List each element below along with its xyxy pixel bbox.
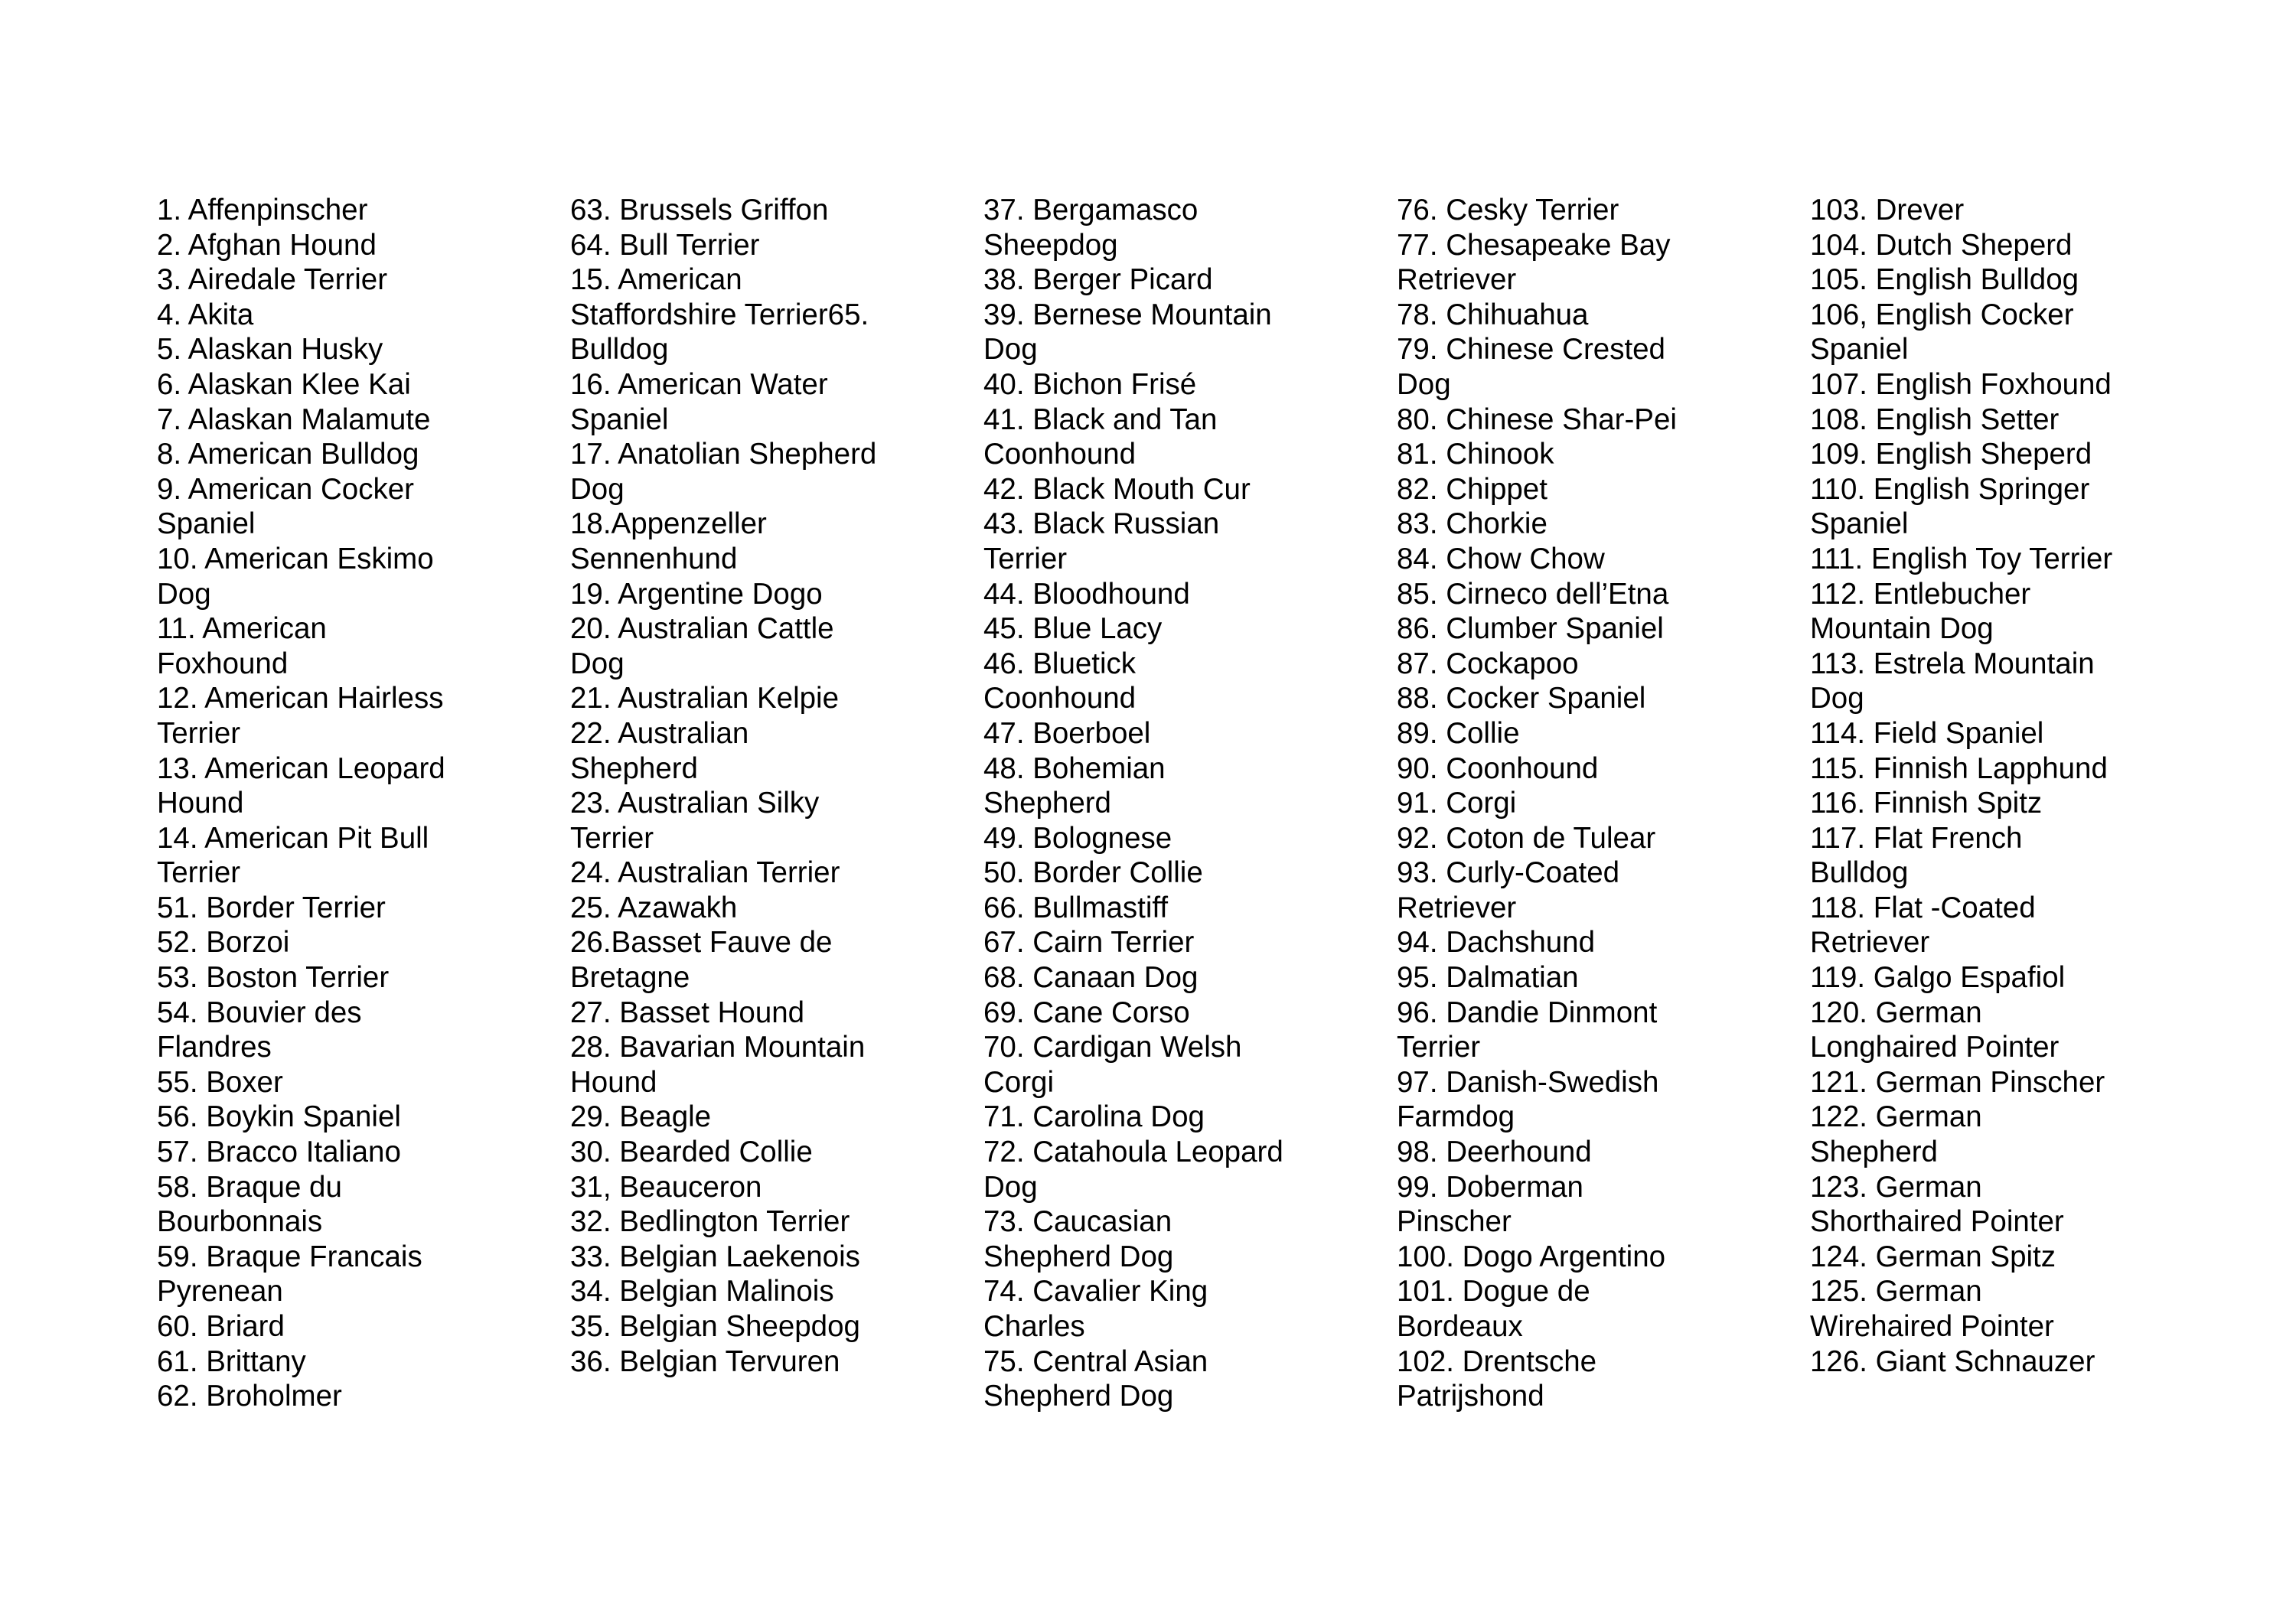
breed-list-item: 68. Canaan Dog [983,961,1199,995]
breed-list-item: 2. Afghan Hound [157,228,377,262]
breed-list-item: Shepherd [1810,1136,1938,1169]
breed-list-item: 79. Chinese Crested [1397,333,1665,367]
breed-list-item: Spaniel [1810,507,1909,541]
breed-list-item: 1. Affenpinscher [157,194,368,227]
breed-list-item: Farmdog [1397,1100,1515,1134]
breed-list-item: 113. Estrela Mountain [1810,647,2095,680]
breed-list-item: 122. German [1810,1100,1982,1134]
breed-list-item: Dog [570,472,625,506]
breed-list-item: Dog [983,1170,1038,1204]
breed-list-item: 121. German Pinscher [1810,1065,2105,1099]
breed-list-item: 57. Bracco Italiano [157,1136,401,1169]
breed-list-item: 80. Chinese Shar-Pei [1397,402,1677,436]
breed-list-item: Staffordshire Terrier65. [570,298,869,331]
breed-list-item: 86. Clumber Spaniel [1397,612,1664,646]
breed-list-item: 12. American Hairless [157,682,444,715]
breed-list-item: 31, Beauceron [570,1170,762,1204]
breed-list-item: 118. Flat -Coated [1810,891,2036,924]
breed-list-item: Dog [157,577,211,611]
breed-list-item: 13. American Leopard [157,751,445,785]
breed-list-item: 20. Australian Cattle [570,612,834,646]
breed-list-item: Dog [1397,367,1451,401]
breed-list-item: 58. Braque du [157,1170,342,1204]
breed-list-item: 9. American Cocker [157,472,414,506]
breed-list-item: Coonhound [983,438,1137,471]
breed-list-item: 116. Finnish Spitz [1810,787,2043,820]
breed-list-item: Bordeaux [1397,1310,1523,1343]
breed-list-item: 61. Brittany [157,1344,306,1378]
breed-list-item: 89. Collie [1397,716,1520,750]
breed-list-item: Dog [570,647,625,680]
breed-list-item: 66. Bullmastiff [983,891,1169,924]
breed-list-item: Terrier [157,716,241,750]
breed-list-item: 42. Black Mouth Cur [983,472,1251,506]
breed-list-item: Patrijshond [1397,1380,1544,1413]
breed-list-item: Retriever [1810,926,1930,960]
breed-list-item: 27. Basset Hound [570,996,805,1029]
breed-list-item: Charles [983,1310,1085,1343]
breed-list-item: 83. Chorkie [1397,507,1548,541]
breed-column-2 [570,193,938,1379]
breed-list-item: 81. Chinook [1397,438,1554,471]
breed-list-item: 105. English Bulldog [1810,263,2079,297]
breed-list-item: 40. Bichon Frisé [983,367,1197,401]
breed-list-item: 18.Appenzeller [570,507,767,541]
breed-column-3 [983,193,1351,1414]
breed-list-item: 8. American Bulldog [157,438,419,471]
breed-list-item: 55. Boxer [157,1065,283,1099]
breed-list-item: 3. Airedale Terrier [157,263,388,297]
breed-list-item: Bulldog [570,333,669,367]
breed-list-item: 47. Boerboel [983,716,1151,750]
breed-list-item: 34. Belgian Malinois [570,1275,834,1309]
breed-list-item: 75. Central Asian [983,1344,1208,1378]
breed-list-item: 53. Boston Terrier [157,961,390,995]
breed-list-item: 117. Flat French [1810,821,2023,855]
breed-column-1 [157,193,524,1414]
breed-list-item: 125. German [1810,1275,1982,1309]
breed-list-item: 59. Braque Francais [157,1240,422,1273]
breed-list-item: Hound [570,1065,657,1099]
breed-list-item: 64. Bull Terrier [570,228,760,262]
breed-list-item: 67. Cairn Terrier [983,926,1195,960]
breed-list-item: Spaniel [570,402,669,436]
breed-list-item: 52. Borzoi [157,926,290,960]
breed-list-item: 91. Corgi [1397,787,1517,820]
breed-list-item: 49. Bolognese [983,821,1172,855]
breed-list-item: Sennenhund [570,542,738,575]
breed-list-item: 94. Dachshund [1397,926,1595,960]
breed-list-item: 32. Bedlington Terrier [570,1205,850,1239]
breed-list-item: 71. Carolina Dog [983,1100,1205,1134]
breed-list-item: Terrier [983,542,1068,575]
breed-list-item: 38. Berger Picard [983,263,1213,297]
breed-list-item: 93. Curly-Coated [1397,856,1620,890]
breed-list-item: Sheepdog [983,228,1118,262]
breed-list-item: Dog [1810,682,1864,715]
breed-list-item: 78. Chihuahua [1397,298,1589,331]
breed-list-item: 21. Australian Kelpie [570,682,840,715]
breed-list-item: 48. Bohemian [983,751,1166,785]
breed-list-item: Shepherd Dog [983,1240,1174,1273]
breed-list-item: 126. Giant Schnauzer [1810,1344,2095,1378]
breed-list-item: 90. Coonhound [1397,751,1599,785]
breed-list-item: 62. Broholmer [157,1380,342,1413]
breed-list-item: 14. American Pit Bull [157,821,429,855]
breed-list-item: 17. Anatolian Shepherd [570,438,877,471]
breed-list-item: 50. Border Collie [983,856,1203,890]
breed-list-item: Shorthaired Pointer [1810,1205,2064,1239]
breed-list-item: 77. Chesapeake Bay [1397,228,1671,262]
breed-list-item: 44. Bloodhound [983,577,1190,611]
breed-list-item: 101. Dogue de [1397,1275,1590,1309]
breed-list-item: 82. Chippet [1397,472,1548,506]
breed-list-item: 107. English Foxhound [1810,367,2112,401]
breed-list-item: 24. Australian Terrier [570,856,840,890]
breed-column-4 [1397,193,1764,1414]
breed-list-item: 108. English Setter [1810,402,2060,436]
breed-list-item: Hound [157,787,244,820]
breed-list-item: 36. Belgian Tervuren [570,1344,840,1378]
breed-list-item: 69. Cane Corso [983,996,1190,1029]
breed-list-item: 115. Finnish Lapphund [1810,751,2108,785]
breed-list-item: Terrier [1397,1031,1481,1064]
breed-list-item: Spaniel [1810,333,1909,367]
breed-list-item: 30. Bearded Collie [570,1136,813,1169]
breed-list-item: Pinscher [1397,1205,1512,1239]
breed-list-item: Foxhound [157,647,289,680]
breed-list-item: 123. German [1810,1170,1982,1204]
breed-list-item: Pyrenean [157,1275,283,1309]
breed-list-item: 109. English Sheperd [1810,438,2092,471]
breed-list-item: Shepherd [983,787,1111,820]
breed-list-item: 54. Bouvier des [157,996,362,1029]
breed-list-item: Shepherd Dog [983,1380,1174,1413]
breed-list-item: Bourbonnais [157,1205,323,1239]
breed-list-item: 15. American [570,263,742,297]
breed-list-item: 22. Australian [570,716,749,750]
breed-list-item: 114. Field Spaniel [1810,716,2044,750]
breed-list-item: 87. Cockapoo [1397,647,1579,680]
breed-list-item: Wirehaired Pointer [1810,1310,2054,1343]
breed-list-item: 43. Black Russian [983,507,1220,541]
breed-list-item: Terrier [157,856,241,890]
breed-list-item: Longhaired Pointer [1810,1031,2060,1064]
breed-list-item: Retriever [1397,891,1517,924]
breed-list-item: 88. Cocker Spaniel [1397,682,1646,715]
breed-list-item: 95. Dalmatian [1397,961,1579,995]
breed-list-item: 63. Brussels Griffon [570,194,829,227]
breed-list-item: 100. Dogo Argentino [1397,1240,1666,1273]
breed-list-item: 37. Bergamasco [983,194,1199,227]
breed-list-item: 124. German Spitz [1810,1240,2056,1273]
breed-list-item: 112. Entlebucher [1810,577,2031,611]
breed-list-item: Bulldog [1810,856,1909,890]
breed-list-item: 19. Argentine Dogo [570,577,823,611]
breed-list-item: 33. Belgian Laekenois [570,1240,860,1273]
breed-list-item: Shepherd [570,751,698,785]
breed-list-item: Bretagne [570,961,690,995]
breed-list-item: 99. Doberman [1397,1170,1583,1204]
breed-list-item: Flandres [157,1031,272,1064]
breed-list-item: Coonhound [983,682,1137,715]
breed-list-item: 72. Catahoula Leopard [983,1136,1283,1169]
breed-list-item: Mountain Dog [1810,612,1994,646]
breed-list-item: 73. Caucasian [983,1205,1172,1239]
breed-list-item: 70. Cardigan Welsh [983,1031,1242,1064]
breed-list-item: Terrier [570,821,654,855]
breed-list-item: 96. Dandie Dinmont [1397,996,1658,1029]
breed-list-item: Spaniel [157,507,256,541]
breed-list-item: 74. Cavalier King [983,1275,1208,1309]
breed-list-item: 10. American Eskimo [157,542,434,575]
breed-list-item: 26.Basset Fauve de [570,926,833,960]
breed-list-item: 104. Dutch Sheperd [1810,228,2073,262]
breed-list-item: 84. Chow Chow [1397,542,1605,575]
breed-list-item: Dog [983,333,1038,367]
breed-list-item: 60. Briard [157,1310,285,1343]
breed-list-item: 111. English Toy Terrier [1810,542,2113,575]
breed-list-item: 56. Boykin Spaniel [157,1100,401,1134]
breed-list-item: 4. Akita [157,298,254,331]
breed-list-item: Corgi [983,1065,1055,1099]
breed-list-item: 29. Beagle [570,1100,712,1134]
breed-list-item: 103. Drever [1810,194,1965,227]
breed-list-item: 23. Australian Silky [570,787,820,820]
breed-list-item: 106, English Cocker [1810,298,2074,331]
breed-list-item: 11. American [157,612,327,646]
breed-list-item: 46. Bluetick [983,647,1137,680]
breed-list-item: 16. American Water [570,367,828,401]
breed-list-item: 119. Galgo Espafiol [1810,961,2066,995]
breed-list-item: 6. Alaskan Klee Kai [157,367,411,401]
breed-list-item: 28. Bavarian Mountain [570,1031,866,1064]
breed-list-item: 85. Cirneco dell’Etna [1397,577,1669,611]
breed-list-item: 102. Drentsche [1397,1344,1597,1378]
breed-list-item: 5. Alaskan Husky [157,333,383,367]
breed-list-item: 76. Cesky Terrier [1397,194,1619,227]
breed-list-item: 35. Belgian Sheepdog [570,1310,860,1343]
breed-column-5 [1810,193,2177,1379]
breed-list-item: 51. Border Terrier [157,891,386,924]
breed-list-item: 7. Alaskan Malamute [157,402,431,436]
breed-list-item: 110. English Springer [1810,472,2090,506]
breed-list-item: Retriever [1397,263,1517,297]
breed-list-item: 92. Coton de Tulear [1397,821,1656,855]
breed-list-item: 39. Bernese Mountain [983,298,1272,331]
breed-list-item: 25. Azawakh [570,891,738,924]
breed-list-item: 97. Danish-Swedish [1397,1065,1659,1099]
breed-list-item: 98. Deerhound [1397,1136,1592,1169]
breed-list-item: 120. German [1810,996,1982,1029]
breed-list-item: 45. Blue Lacy [983,612,1163,646]
breed-list-item: 41. Black and Tan [983,402,1218,436]
